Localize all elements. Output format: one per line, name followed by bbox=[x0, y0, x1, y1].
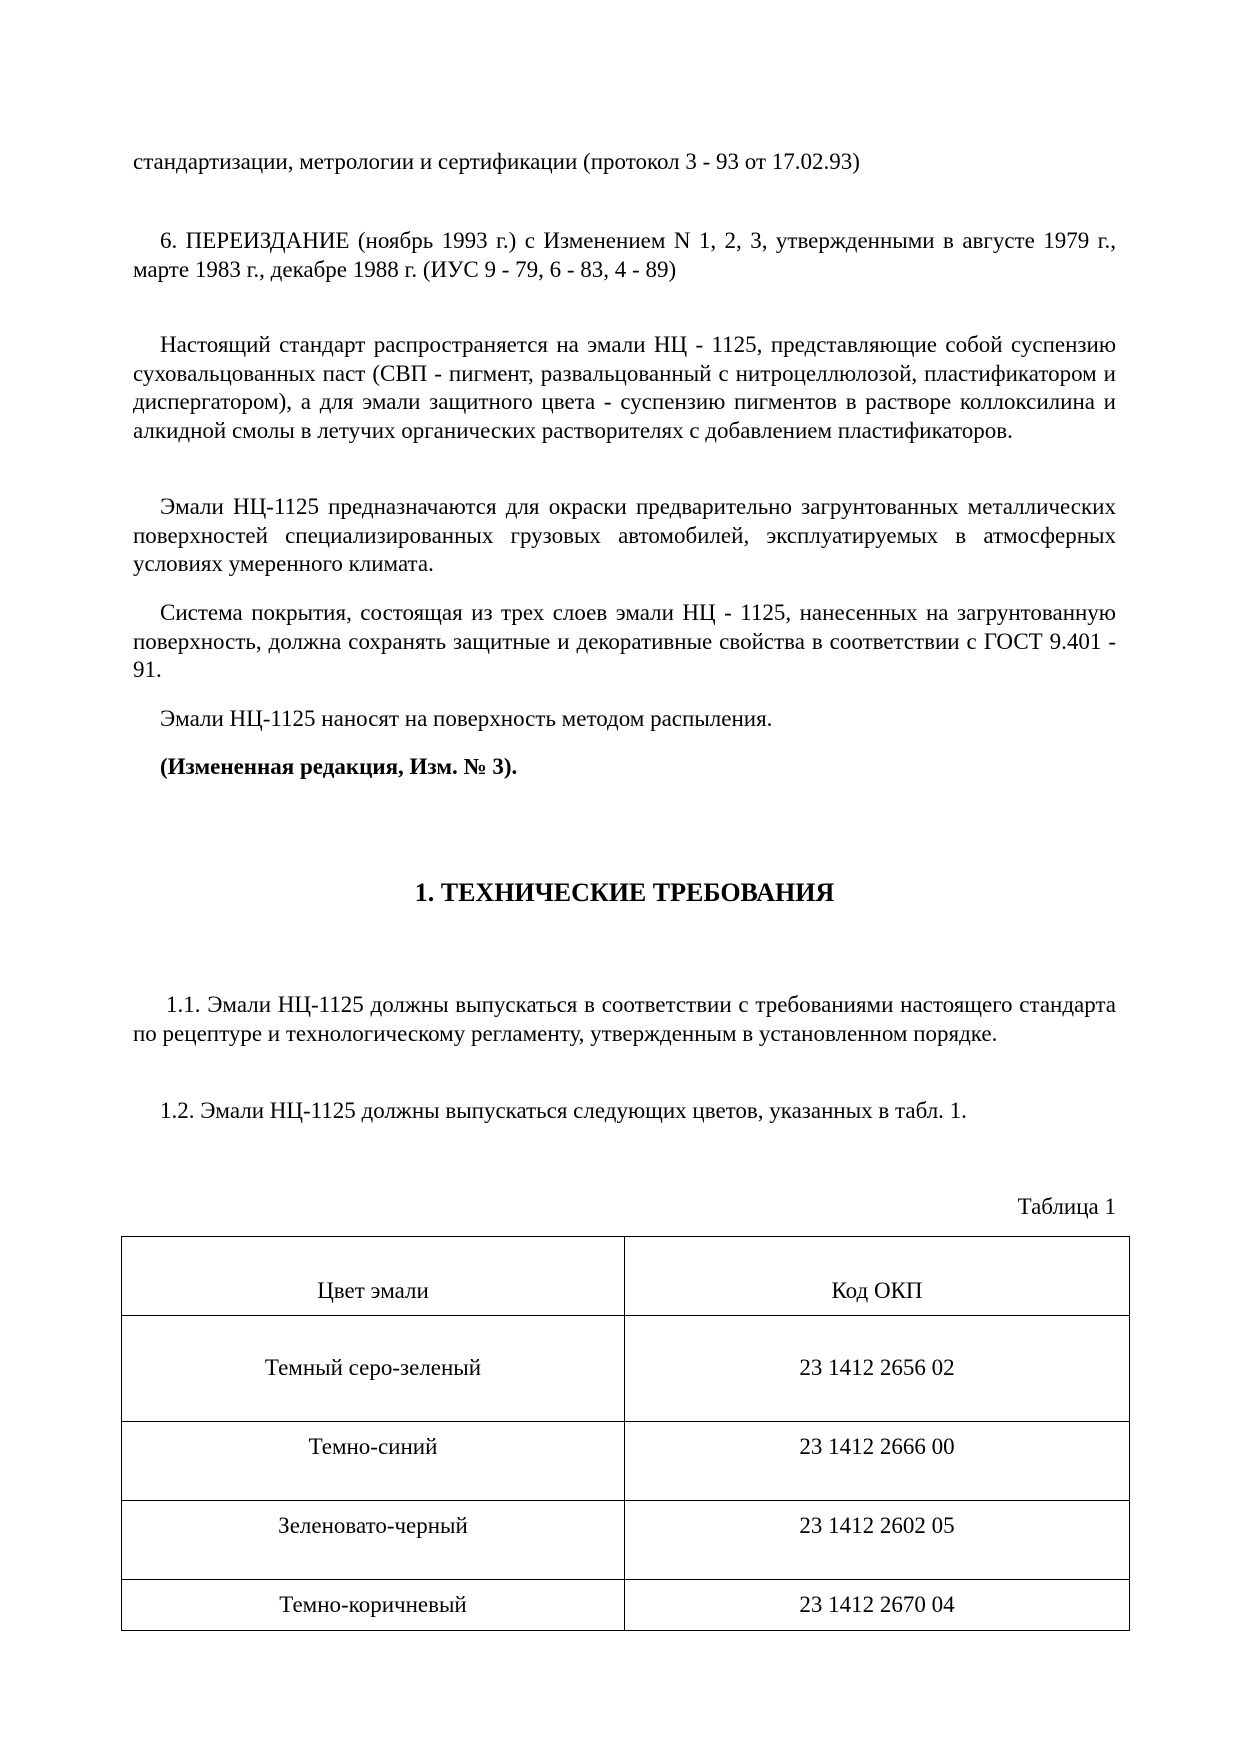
paragraph-scope: Настоящий стандарт распространяется на эмали НЦ - 1125, представляющие собой суспензию суховальцованных паст (СВП - пигмент, развальцованный с нитроцеллюлозой, пластификатором и диспергатором), а для эмали защитного цвета - суспензию пигментов в растворе коллоксилина и алкидной смолы в летучих органических растворителях с добавлением пластификаторов. bbox=[133, 332, 1116, 443]
table-header-row bbox=[122, 1237, 1130, 1316]
table-row bbox=[122, 1580, 1130, 1631]
paragraph-purpose: Эмали НЦ-1125 предназначаются для окраски предварительно загрунтованных металлических поверхностей специализированных грузовых автомобилей, эксплуатируемых в атмосферных условиях умеренного климата. bbox=[133, 494, 1116, 576]
cell-okp-code: 23 1412 2666 00 bbox=[625, 1422, 1130, 1501]
table-row bbox=[122, 1422, 1130, 1501]
paragraph-reissue: 6. ПЕРЕИЗДАНИЕ (ноябрь 1993 г.) с Изменением N 1, 2, 3, утвержденными в августе 1979 г., марте 1983 г., декабре 1988 г. (ИУС 9 - 79, 6 - 83, 4 - 89) bbox=[133, 228, 1116, 282]
header-okp-code: Код ОКП bbox=[625, 1237, 1130, 1316]
cell-color: Темно-синий bbox=[122, 1422, 625, 1501]
table-row bbox=[122, 1316, 1130, 1422]
paragraph-revision-note: (Измененная редакция, Изм. № 3). bbox=[160, 754, 518, 779]
paragraph-1-1: 1.1. Эмали НЦ-1125 должны выпускаться в соответствии с требованиями настоящего стандарта по рецептуре и технологическому регламенту, утвержденным в установленном порядке. bbox=[133, 992, 1116, 1046]
cell-color: Темный серо-зеленый bbox=[122, 1316, 625, 1422]
cell-color: Зеленовато-черный bbox=[122, 1501, 625, 1580]
paragraph-protocol: стандартизации, метрологии и сертификации (протокол 3 - 93 от 17.02.93) bbox=[133, 149, 860, 174]
cell-okp-code: 23 1412 2602 05 bbox=[625, 1501, 1130, 1580]
paragraph-1-2: 1.2. Эмали НЦ-1125 должны выпускаться следующих цветов, указанных в табл. 1. bbox=[160, 1098, 967, 1123]
color-code-table bbox=[121, 1236, 1130, 1631]
paragraph-coating-system: Система покрытия, состоящая из трех слоев эмали НЦ - 1125, нанесенных на загрунтованную поверхность, должна сохранять защитные и декоративные свойства в соответствии с ГОСТ 9.401 - 91. bbox=[133, 600, 1116, 682]
cell-color: Темно-коричневый bbox=[122, 1580, 625, 1631]
cell-okp-code: 23 1412 2670 04 bbox=[625, 1580, 1130, 1631]
cell-okp-code: 23 1412 2656 02 bbox=[625, 1316, 1130, 1422]
section-heading: 1. ТЕХНИЧЕСКИЕ ТРЕБОВАНИЯ bbox=[414, 878, 835, 907]
header-color: Цвет эмали bbox=[122, 1237, 625, 1316]
paragraph-application: Эмали НЦ-1125 наносят на поверхность методом распыления. bbox=[160, 706, 773, 731]
table-caption: Таблица 1 bbox=[1017, 1194, 1116, 1219]
table-row bbox=[122, 1501, 1130, 1580]
